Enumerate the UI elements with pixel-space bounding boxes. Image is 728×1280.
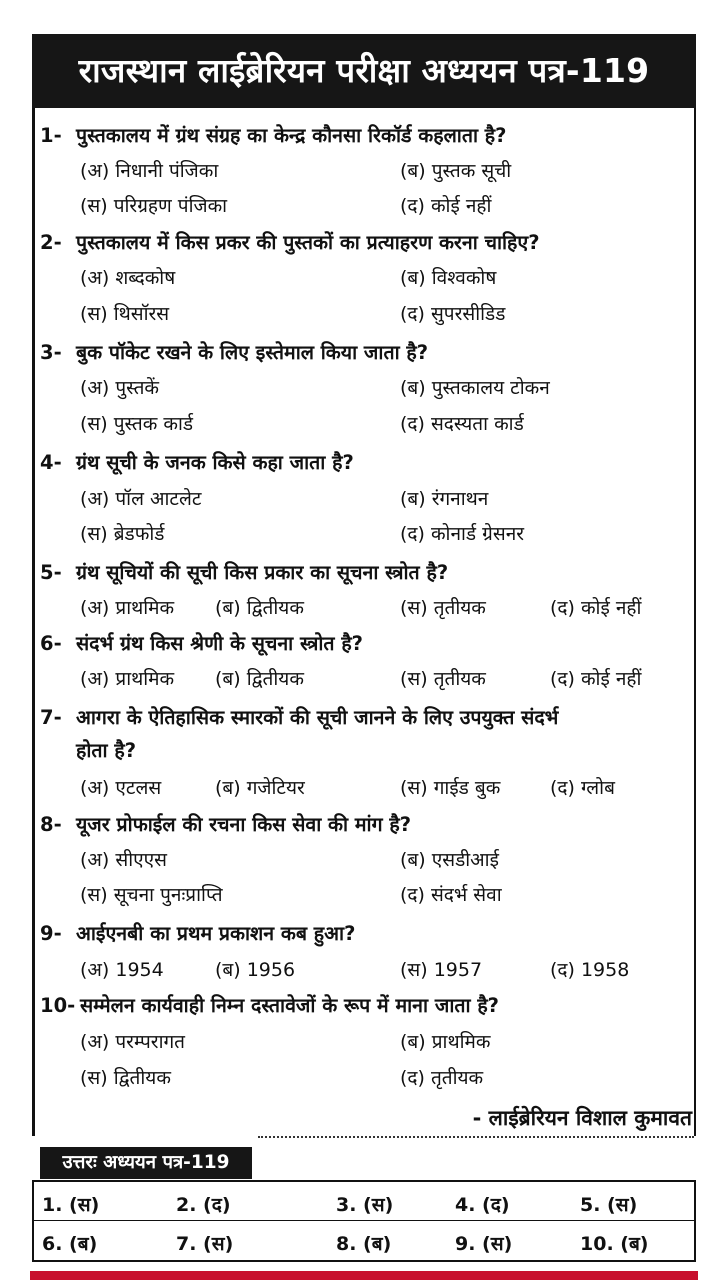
question-text: सम्मेलन कार्यवाही निम्न दस्तावेजों के रूप में माना जाता है? — [80, 994, 499, 1017]
question-3 — [40, 338, 428, 365]
answer: 5. (स) — [580, 1194, 638, 1216]
question-1 — [40, 121, 506, 148]
option: (स) सूचना पुनःप्राप्ति — [80, 884, 223, 906]
question-10 — [40, 991, 499, 1018]
option: (स) परिग्रहण पंजिका — [80, 195, 228, 217]
option: (स) थिसॉरस — [80, 303, 170, 325]
question-number: 1- — [40, 124, 62, 147]
option: (स) गाईड बुक — [400, 777, 501, 799]
answer: 6. (ब) — [42, 1233, 98, 1255]
option: (द) तृतीयक — [400, 1067, 484, 1089]
option: (अ) प्राथमिक — [80, 668, 175, 690]
question-8 — [40, 810, 411, 837]
question-number: 5- — [40, 561, 62, 584]
question-text: ग्रंथ सूची के जनक किसे कहा जाता है? — [76, 451, 354, 474]
question-text: आईएनबी का प्रथम प्रकाशन कब हुआ? — [76, 922, 356, 945]
option: (द) कोई नहीं — [550, 597, 642, 619]
question-9 — [40, 919, 355, 946]
answer: 1. (स) — [42, 1194, 100, 1216]
answer: 7. (स) — [176, 1233, 234, 1255]
option: (स) 1957 — [400, 959, 483, 981]
question-7-continued: होता है? — [76, 739, 137, 762]
option: (ब) द्वितीयक — [215, 597, 304, 619]
option: (ब) पुस्तकालय टोकन — [400, 377, 550, 399]
option: (स) तृतीयक — [400, 597, 486, 619]
question-text: यूजर प्रोफाईल की रचना किस सेवा की मांग है? — [76, 813, 412, 836]
option: (द) कोई नहीं — [550, 668, 642, 690]
question-2 — [40, 228, 540, 255]
question-number: 2- — [40, 231, 62, 254]
question-6 — [40, 629, 363, 656]
option: (अ) परम्परागत — [80, 1031, 186, 1053]
question-text: ग्रंथ सूचियों की सूची किस प्रकार का सूचना स्त्रोत है? — [76, 561, 449, 584]
option: (द) संदर्भ सेवा — [400, 884, 502, 906]
answer: 4. (द) — [455, 1194, 510, 1216]
question-text: संदर्भ ग्रंथ किस श्रेणी के सूचना स्त्रोत है? — [76, 632, 363, 655]
option: (ब) प्राथमिक — [400, 1031, 491, 1053]
option: (स) ब्रेडफोर्ड — [80, 523, 165, 545]
option: (अ) 1954 — [80, 959, 164, 981]
footer-red-bar — [30, 1271, 698, 1280]
answers-title: उत्तरः अध्ययन पत्र-119 — [40, 1147, 252, 1179]
question-number: 10- — [40, 994, 76, 1017]
question-number: 3- — [40, 341, 62, 364]
option: (ब) एसडीआई — [400, 849, 499, 871]
question-number: 6- — [40, 632, 62, 655]
option: (स) तृतीयक — [400, 668, 486, 690]
question-4 — [40, 448, 354, 475]
option: (अ) शब्दकोष — [80, 267, 176, 289]
option: (द) सुपरसीडिड — [400, 303, 506, 325]
question-7 — [40, 703, 558, 730]
option: (अ) एटलस — [80, 777, 162, 799]
page-title: राजस्थान लाईब्रेरियन परीक्षा अध्ययन पत्र-119 — [32, 34, 696, 108]
option: (द) ग्लोब — [550, 777, 615, 799]
question-text: आगरा के ऐतिहासिक स्मारकों की सूची जानने के लिए उपयुक्त संदर्भ — [76, 706, 559, 729]
option: (द) कोनार्ड ग्रेसनर — [400, 523, 525, 545]
answer-row-divider — [32, 1220, 696, 1221]
question-number: 4- — [40, 451, 62, 474]
answer: 10. (ब) — [580, 1233, 649, 1255]
question-number: 9- — [40, 922, 62, 945]
option: (स) द्वितीयक — [80, 1067, 171, 1089]
option: (अ) प्राथमिक — [80, 597, 175, 619]
option: (द) कोई नहीं — [400, 195, 492, 217]
author-signature: - लाईब्रेरियन विशाल कुमावत — [472, 1106, 692, 1130]
dotted-divider — [258, 1136, 694, 1138]
option: (ब) गजेटियर — [215, 777, 305, 799]
option: (ब) द्वितीयक — [215, 668, 304, 690]
option: (ब) रंगनाथन — [400, 488, 489, 510]
option: (अ) पुस्तकें — [80, 377, 159, 399]
option: (द) सदस्यता कार्ड — [400, 413, 524, 435]
option: (ब) विश्वकोष — [400, 267, 497, 289]
option: (ब) पुस्तक सूची — [400, 160, 512, 182]
question-text: बुक पॉकेट रखने के लिए इस्तेमाल किया जाता है? — [76, 341, 429, 364]
question-number: 8- — [40, 813, 62, 836]
option: (ब) 1956 — [215, 959, 296, 981]
option: (अ) सीएएस — [80, 849, 168, 871]
option: (अ) पॉल आटलेट — [80, 488, 202, 510]
question-text: पुस्तकालय में किस प्रकर की पुस्तकों का प्रत्याहरण करना चाहिए? — [76, 231, 540, 254]
option: (स) पुस्तक कार्ड — [80, 413, 194, 435]
question-number: 7- — [40, 706, 62, 729]
answer: 9. (स) — [455, 1233, 513, 1255]
answer: 2. (द) — [176, 1194, 231, 1216]
answer: 8. (ब) — [336, 1233, 392, 1255]
option: (अ) निधानी पंजिका — [80, 160, 219, 182]
question-text: पुस्तकालय में ग्रंथ संग्रह का केन्द्र कौनसा रिकॉर्ड कहलाता है? — [76, 124, 507, 147]
answer: 3. (स) — [336, 1194, 394, 1216]
option: (द) 1958 — [550, 959, 630, 981]
question-5 — [40, 558, 448, 585]
